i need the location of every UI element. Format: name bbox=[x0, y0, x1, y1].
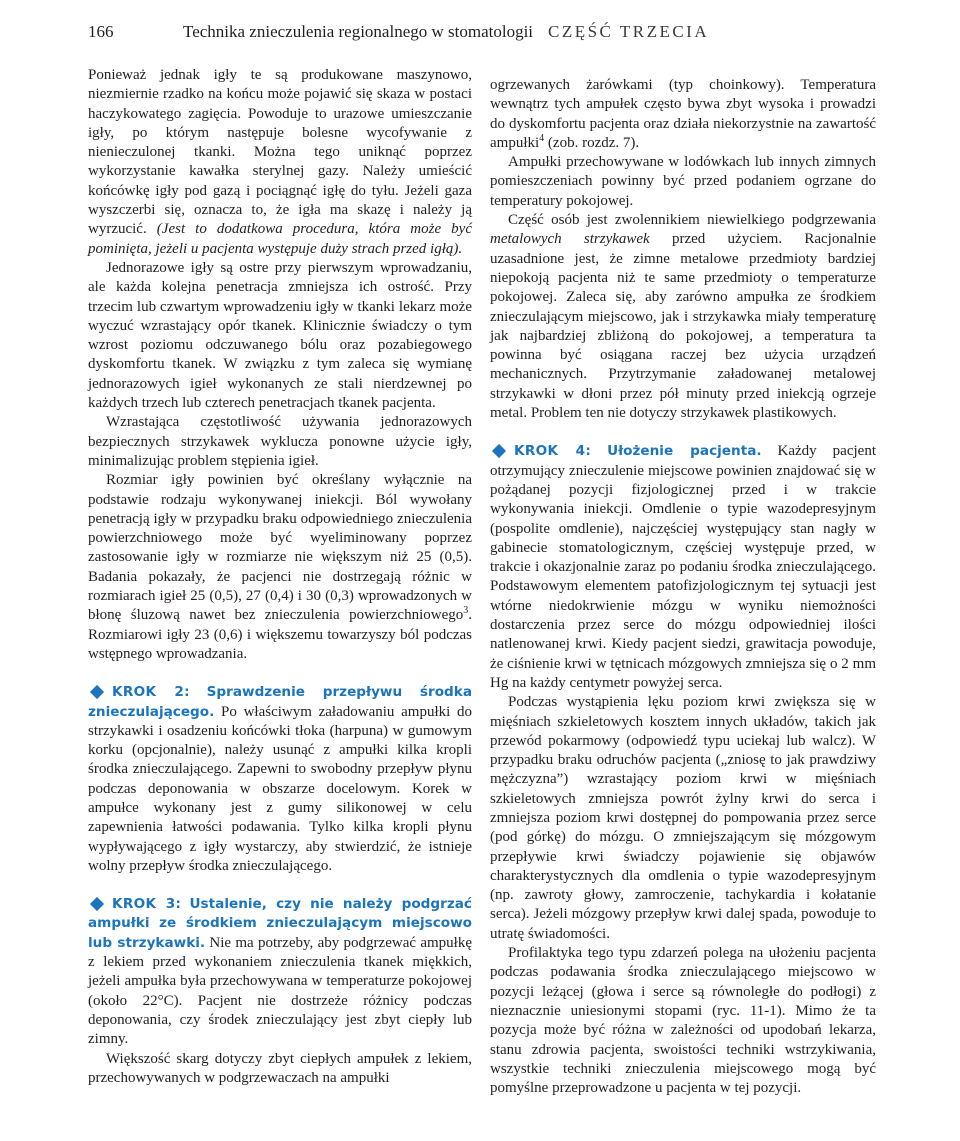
page-header bbox=[88, 22, 908, 46]
paragraph: Rozmiar igły powinien być określany wyłącznie na podstawie rodzaju wykonywanej iniekcji. Ból wywołany penetracją igły w przypadku braku odpowiedniego znieczulenia powierzchniowego może być wyeliminowany poprzez zastosowanie igły w rozmiarze nie większym niż 25 (0,5). Badania pokazały, że pacjenci nie dostrzegają różnic w rozmiarach igieł 25 (0,5), 27 (0,4) i 30 (0,3) wprowadzonych w błonę śluzową nawet bez znieczulenia powierzchniowego$^3$. Rozmiarowi igły 23 (0,6) i większemu towarzyszy ból podczas wstępnego wprowadzania. bbox=[88, 472, 472, 662]
paragraph: Wzrastająca częstotliwość używania jednorazowych bezpiecznych strzykawek wyklucza ponowne użycie igły, minimalizując problem stępienia igieł. bbox=[88, 414, 472, 469]
step-2-paragraph: KROK 2: Sprawdzenie przepływu środka znieczulającego. Po właściwym załadowaniu ampułki do strzykawki i osadzeniu końcówki tłoka (harpuna) w gumowym korku (opcjonalnie), należy usunąć z ampułki kilka kropli środka znieczulającego. Zapewni to swobodny przepływ płynu podczas deponowania w obszarze docelowym. Korek w ampułce wykonany jest z gumy silikonowej w celu zapewnienia łatwości podawania. Tylko kilka kropli płynu wypływającego z igły wystarczy, aby stwierdzić, że istnieje wolny przepływ środka znieczulającego. bbox=[88, 684, 472, 874]
paragraph: ogrzewanych żarówkami (typ choinkowy). Temperatura wewnątrz tych ampułek często bywa zbyt wysoka i prowadzi do dyskomfortu pacjenta oraz działa niekorzystnie na zawartość ampułki$^4$ (zob. rozdz. 7). bbox=[490, 77, 876, 151]
step-4-paragraph: KROK 4: Ułożenie pacjenta. Każdy pacjent otrzymujący znieczulenie miejscowe powinien znajdować się w pożądanej pozycji fizjologicznej przed i w trakcie wykonywania iniekcji. Omdlenie o typie wazodepresyjnym (pospolite omdlenie), najczęściej występujący stan nagły w gabinecie stomatologicznym, częściej występuje przed, w trakcie i okazjonalnie zaraz po podaniu środka znieczulającego. Podstawowym elementem patofizjologicznym tej sytuacji jest wtórne niedokrwienie mózgu w wyniku niemożności dostarczenia przez serce do mózgu odpowiedniej ilości natlenowanej krwi. Kiedy pacjent siedzi, grawitacja powoduje, że ciśnienie krwi w tętnicach mózgowych zmniejsza się o 2 mm Hg na każdy centymetr powyżej serca. bbox=[490, 443, 876, 691]
paragraph: Ampułki przechowywane w lodówkach lub innych zimnych pomieszczeniach powinny być przed podaniem ogrzane do temperatury pokojowej. bbox=[490, 154, 876, 209]
left-column bbox=[88, 66, 472, 1088]
paragraph: Profilaktyka tego typu zdarzeń polega na ułożeniu pacjenta podczas podawania środka znieczulającego miejscowo w pozycji leżącej (głowa i serce są równoległe do podłogi) z nieznacznie uniesionymi stopami (ryc. 11-1). Mimo że ta pozycja może być różna w zależności od upodobań lekarza, stanu zdrowia pacjenta, swoistości techniki wstrzykiwania, wszystkie techniki znieczulenia miejscowego mogą być pomyślne przeprowadzone u pacjenta w tej pozycji. bbox=[490, 945, 876, 1097]
italic-term: metalowych strzykawek bbox=[490, 231, 650, 248]
part-label: CZĘŚĆ TRZECIA bbox=[548, 22, 710, 41]
running-title: Technika znieczulenia regionalnego w stomatologii bbox=[183, 22, 534, 41]
citation-superscript: 3 bbox=[463, 605, 469, 617]
right-column bbox=[490, 76, 876, 1098]
paragraph: Podczas wystąpienia lęku poziom krwi zwiększa się w mięśniach szkieletowych kosztem innych układów, takich jak przewód pokarmowy (odpowiedź typu uciekaj lub walcz). W przypadku braku odruchów pacjenta („zniosę to jak prawdziwy mężczyzna”) wzrastający poziom krwi w mięśniach szkieletowych zmniejsza powrót żylny krwi do serca i zmniejsza poziom krwi dostępnej do pompowania przez serce (pod górkę) do mózgu. O zmniejszającym się mózgowym przepływie krwi świadczy pojawienie się objawów charakterystycznych dla omdlenia o typie wazodepresyjnym (np. zawroty głowy, zamroczenie, tachykardia i kołatanie serca). Jeżeli mózgowy przepływ krwi dalej spada, powoduje to utratę świadomości. bbox=[490, 694, 876, 942]
diamond-bullet-icon bbox=[90, 685, 104, 699]
paragraph: Ponieważ jednak igły te są produkowane maszynowo, niezmiernie rzadko na końcu może pojawić się skaza w postaci haczykowatego zagięcia. Powoduje to urazowe umieszczanie igły, po którym następuje bolesne wycofywanie z nienieczulonej tkanki. Można tego uniknąć poprzez wykorzystanie kawałka sterylnej gazy. Należy umieścić końcówkę igły pod gazą i pociągnąć igłę do tyłu. Jeżeli gaza wyszczerbi się, oznacza to, że igła ma skazę i należy ją wyrzucić. (Jest to dodatkowa procedura, która może być pominięta, jeżeli u pacjenta występuje duży strach przed igłą). bbox=[88, 67, 473, 257]
step-2-label: KROK 2: bbox=[112, 684, 190, 701]
step-4-label: KROK 4: bbox=[514, 443, 592, 460]
step-3-title: Ustalenie, czy nie należy podgrzać ampułki ze środkiem znieczulającym miejscowo lub strzykawki. bbox=[88, 896, 472, 951]
step-4-title: Ułożenie pacjenta. bbox=[607, 443, 762, 460]
diamond-bullet-icon bbox=[90, 897, 104, 911]
diamond-bullet-icon bbox=[492, 444, 506, 458]
page-number: 166 bbox=[88, 22, 114, 41]
step-2-title: Sprawdzenie przepływu środka znieczulającego. bbox=[88, 684, 472, 720]
step-3-paragraph: KROK 3: Ustalenie, czy nie należy podgrzać ampułki ze środkiem znieczulającym miejscowo lub strzykawki. Nie ma potrzeby, aby podgrzewać ampułkę z lekiem przed wykonaniem znieczulenia tkanek miękkich, jeżeli ampułka była przechowywana w temperaturze pokojowej (około 22°C). Pacjent nie dostrzeże różnicy podczas deponowania, czy środek znieczulający jest zbyt ciepły lub zimny. bbox=[88, 896, 472, 1048]
citation-superscript: 4 bbox=[539, 132, 545, 144]
step-3-label: KROK 3: bbox=[112, 896, 182, 913]
italic-note: (Jest to dodatkowa procedura, która może być pominięta, jeżeli u pacjenta występuje duży strach przed igłą). bbox=[88, 221, 473, 257]
paragraph: Jednorazowe igły są ostre przy pierwszym wprowadzaniu, ale każda kolejna penetracja zmniejsza ich ostrość. Przy trzecim lub czwartym wprowadzeniu igły w tkanki lekarz może wyczuć wzrastający opór tkanek. Klinicznie świadczy o tym wzrost poziomu odczuwanego bólu oraz pozabiegowego dyskomfortu tkanek. W związku z tym zaleca się wymianę jednorazowych igieł wykonanych ze stali nierdzewnej po każdych trzech lub czterech penetracjach tkanek pacjenta. bbox=[88, 259, 472, 412]
paragraph: Większość skarg dotyczy zbyt ciepłych ampułek z lekiem, przechowywanych w podgrzewaczach na ampułki bbox=[88, 1050, 472, 1086]
paragraph: Część osób jest zwolennikiem niewielkiego podgrzewania metalowych strzykawek przed użyciem. Racjonalnie uzasadnione jest, że zimne metalowe przedmioty bardziej niepokoją pacjenta niż te same przedmioty o temperaturze pokojowej. Zaleca się, aby zarówno ampułka ze środkiem znieczulającym miejscowo, jak i strzykawka miały temperaturę jak najbardziej zbliżoną do pokojowej, a temperatura ta powinna być osiągana raczej bez użycia urządzeń mechanicznych. Przytrzymanie załadowanej metalowej strzykawki w dłoni przez pół minuty przed iniekcją ogrzeje metal. Problem ten nie dotyczy strzykawek plastikowych. bbox=[490, 212, 876, 422]
